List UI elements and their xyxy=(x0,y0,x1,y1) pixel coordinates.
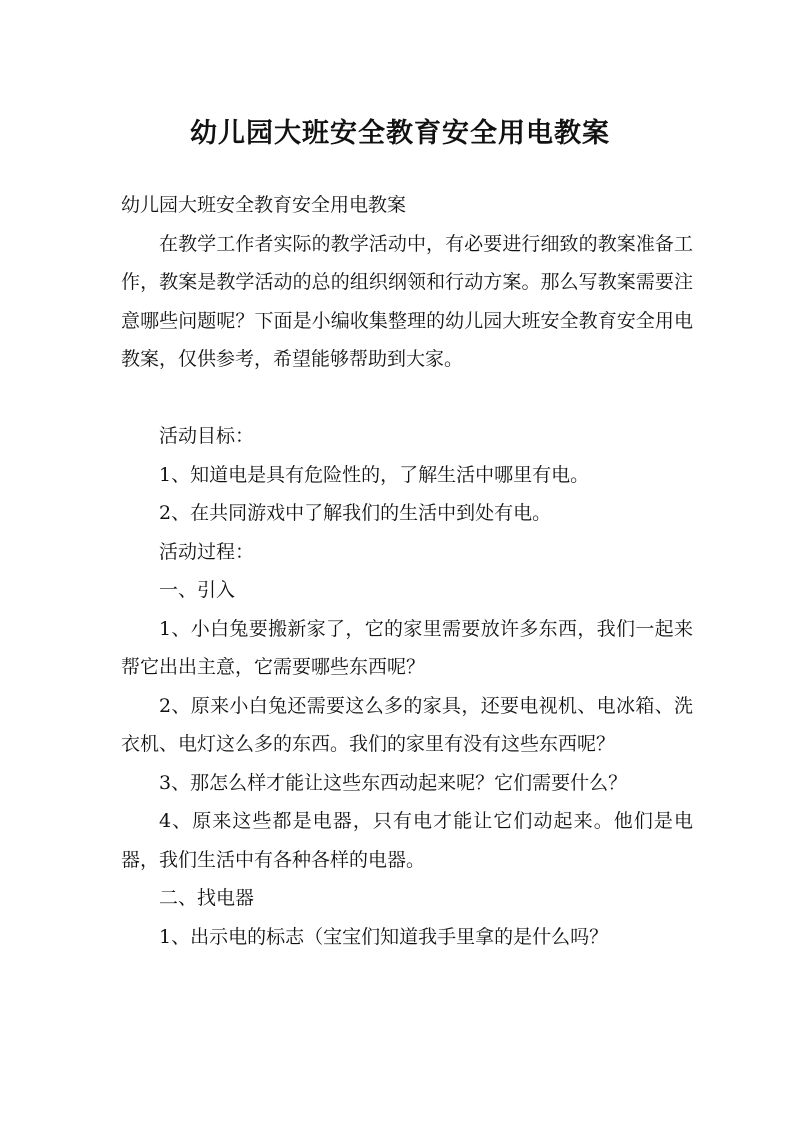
section-heading-process: 活动过程： xyxy=(159,540,255,563)
process-step: 3、那怎么样才能让这些东西动起来呢？它们需要什么？ xyxy=(159,771,628,794)
subsection-heading: 二、找电器 xyxy=(159,887,255,909)
section-heading-objectives: 活动目标： xyxy=(159,425,255,447)
process-step: 1、小白兔要搬新家了，它的家里需要放许多东西，我们一起来帮它出出主意，它需要哪些东西呢？ xyxy=(121,617,693,678)
document-body xyxy=(121,186,693,956)
process-step: 4、原来这些都是电器，只有电才能让它们动起来。他们是电器，我们生活中有各种各样的电器。 xyxy=(121,810,693,871)
process-step: 2、原来小白兔还需要这么多的家具，还要电视机、电冰箱、洗衣机、电灯这么多的东西。我们的家里有没有这些东西呢？ xyxy=(121,694,693,755)
objective-item: 2、在共同游戏中了解我们的生活中到处有电。 xyxy=(159,502,552,524)
intro-paragraph: 在教学工作者实际的教学活动中，有必要进行细致的教案准备工作，教案是教学活动的总的组织纲领和行动方案。那么写教案需要注意哪些问题呢？下面是小编收集整理的幼儿园大班安全教育安全用电教案，仅供参考，希望能够帮助到大家。 xyxy=(121,232,693,370)
subsection-heading: 一、引入 xyxy=(159,579,236,601)
page-title: 幼儿园大班安全教育安全用电教案 xyxy=(190,118,610,150)
process-step: 1、出示电的标志（宝宝们知道我手里拿的是什么吗？ xyxy=(159,925,609,948)
paragraph-spacer xyxy=(121,379,693,418)
document-subtitle: 幼儿园大班安全教育安全用电教案 xyxy=(121,194,407,216)
objective-item: 1、知道电是具有危险性的，了解生活中哪里有电。 xyxy=(159,463,590,486)
